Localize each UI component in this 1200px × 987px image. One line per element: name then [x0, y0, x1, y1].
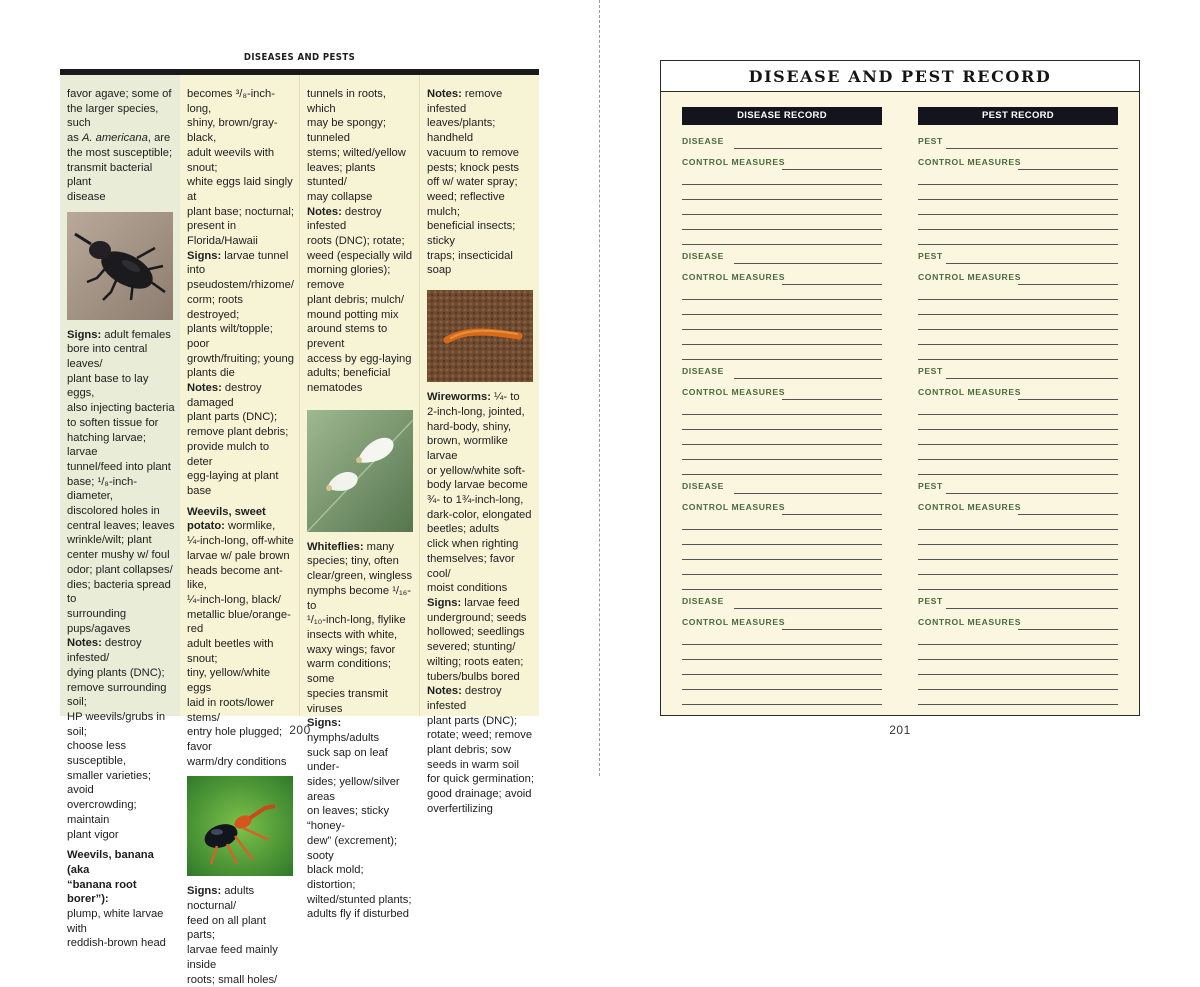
- text-block: Whiteflies: many species; tiny, often clear/green, wingless nymphs become ¹/₁₆- to ¹/₁₀-inch-long, flylike insects with white, waxy wings; favor warm conditions; some species transmit viruses Signs: nymphs/adults suck sap on leaf under- sides; yellow/silver areas on leaves; sticky “honey- dew” (excrement); sooty black mold; distortion; wilted/stunted plants; adults fly if disturbed: [307, 540, 413, 921]
- write-line[interactable]: [682, 660, 882, 675]
- write-line[interactable]: [918, 690, 1118, 705]
- pest-field-row[interactable]: [918, 136, 1118, 151]
- control-measures-row[interactable]: [918, 272, 1118, 287]
- write-line[interactable]: [918, 345, 1118, 360]
- column-2: [180, 75, 299, 986]
- disease-field-row[interactable]: [682, 136, 882, 151]
- disease-entry-block: [682, 481, 882, 590]
- control-measures-row[interactable]: [682, 617, 882, 632]
- control-measures-row[interactable]: [918, 617, 1118, 632]
- write-line[interactable]: [918, 517, 1118, 530]
- disease-label: DISEASE: [682, 251, 724, 261]
- write-line[interactable]: [682, 215, 882, 230]
- control-measures-row[interactable]: [918, 157, 1118, 172]
- write-line[interactable]: [682, 287, 882, 300]
- page-number-right: 201: [889, 723, 911, 737]
- pest-label: PEST: [918, 481, 943, 491]
- pest-field-row[interactable]: [918, 366, 1118, 381]
- control-measures-write-line[interactable]: [1018, 284, 1118, 285]
- disease-write-line[interactable]: [734, 148, 882, 149]
- write-line[interactable]: [918, 230, 1118, 245]
- disease-write-line[interactable]: [734, 493, 882, 494]
- write-line[interactable]: [918, 200, 1118, 215]
- control-measures-label: CONTROL MEASURES: [918, 157, 1022, 167]
- write-line[interactable]: [682, 575, 882, 590]
- disease-field-row[interactable]: [682, 366, 882, 381]
- disease-entry-block: [682, 136, 882, 245]
- disease-field-row[interactable]: [682, 481, 882, 496]
- disease-entry-block: [682, 251, 882, 360]
- form-title: DISEASE AND PEST RECORD: [661, 61, 1139, 91]
- pest-label: PEST: [918, 136, 943, 146]
- write-line[interactable]: [682, 545, 882, 560]
- column-1: [60, 75, 180, 950]
- control-measures-row[interactable]: [682, 272, 882, 287]
- page-number-left: 200: [289, 723, 311, 737]
- control-measures-write-line[interactable]: [1018, 399, 1118, 400]
- pest-label: PEST: [918, 251, 943, 261]
- write-line[interactable]: [918, 645, 1118, 660]
- control-measures-label: CONTROL MEASURES: [918, 617, 1022, 627]
- pest-field-row[interactable]: [918, 481, 1118, 496]
- write-line[interactable]: [918, 330, 1118, 345]
- control-measures-label: CONTROL MEASURES: [918, 272, 1022, 282]
- text-block: tunnels in roots, which may be spongy; tunneled stems; wilted/yellow leaves; plants stunted/ may collapse Notes: destroy infested roots (DNC); rotate; weed (especially wild morning glories); remove plant debris; mulch/ mound potting mix around stems to prevent access by egg-laying adults; beneficial nematodes: [307, 88, 413, 395]
- write-line[interactable]: [918, 415, 1118, 430]
- sweet-potato-weevil-photo-icon: [187, 776, 293, 876]
- pest-label: PEST: [918, 596, 943, 606]
- disease-write-line[interactable]: [734, 263, 882, 264]
- write-line[interactable]: [918, 300, 1118, 315]
- pest-entry-block: [918, 366, 1118, 475]
- pest-write-line[interactable]: [946, 608, 1118, 609]
- control-measures-label: CONTROL MEASURES: [918, 387, 1022, 397]
- control-measures-row[interactable]: [682, 157, 882, 172]
- write-line[interactable]: [682, 675, 882, 690]
- text-block: Signs: adults nocturnal/ feed on all plant parts; larvae feed mainly inside roots; small holes/: [187, 885, 278, 986]
- text-block: Weevils, banana (aka “banana root borer”): plump, white larvae with reddish-brown head: [67, 849, 166, 950]
- column-4: [419, 75, 539, 815]
- pest-record-header: PEST RECORD: [918, 107, 1118, 125]
- control-measures-write-line[interactable]: [782, 284, 882, 285]
- control-measures-label: CONTROL MEASURES: [682, 387, 786, 397]
- write-line[interactable]: [918, 545, 1118, 560]
- write-line[interactable]: [682, 402, 882, 415]
- disease-entry-block: [682, 366, 882, 475]
- write-line[interactable]: [682, 330, 882, 345]
- pest-write-line[interactable]: [946, 263, 1118, 264]
- disease-field-row[interactable]: [682, 251, 882, 266]
- control-measures-label: CONTROL MEASURES: [918, 502, 1022, 512]
- disease-label: DISEASE: [682, 136, 724, 146]
- write-line[interactable]: [682, 430, 882, 445]
- write-line[interactable]: [918, 675, 1118, 690]
- control-measures-write-line[interactable]: [1018, 169, 1118, 170]
- control-measures-row[interactable]: [682, 387, 882, 402]
- write-line[interactable]: [682, 517, 882, 530]
- pest-entry-block: [918, 481, 1118, 590]
- control-measures-row[interactable]: [918, 502, 1118, 517]
- write-line[interactable]: [682, 185, 882, 200]
- text-block: Signs: adult females bore into central leaves/ plant base to lay eggs, also injecting bacteria to soften tissue for hatching larvae; larvae tunnel/feed into plant base; ¹/₈-inch-diameter, discolored holes in central leaves; leaves wrinkle/wilt; plant center mushy w/ foul odor; plant collapses/ dies; bacteria spread to surrounding pups/agaves Notes: destroy infested/ dying plants (DNC); remove surrounding soil; HP weevils/grubs in soil; choose less susceptible, smaller varieties; avoid overcrowding; maintain plant vigor: [67, 328, 175, 841]
- disease-label: DISEASE: [682, 596, 724, 606]
- write-line[interactable]: [918, 575, 1118, 590]
- wireworm-photo-icon: [427, 290, 533, 382]
- control-measures-label: CONTROL MEASURES: [682, 502, 786, 512]
- pest-field-row[interactable]: [918, 596, 1118, 611]
- control-measures-row[interactable]: [918, 387, 1118, 402]
- control-measures-write-line[interactable]: [1018, 629, 1118, 630]
- disease-label: DISEASE: [682, 481, 724, 491]
- write-line[interactable]: [682, 172, 882, 185]
- write-line[interactable]: [918, 632, 1118, 645]
- text-block: favor agave; some of the larger species, such as A. americana, are the most susceptible; transmit bacterial plant disease: [67, 88, 173, 203]
- control-measures-write-line[interactable]: [782, 629, 882, 630]
- write-line[interactable]: [918, 402, 1118, 415]
- write-line[interactable]: [918, 287, 1118, 300]
- pest-label: PEST: [918, 366, 943, 376]
- text-block: becomes ³/₈-inch-long, shiny, brown/gray-black, adult weevils with snout; white eggs laid singly at plant base; nocturnal; present in Florida/Hawaii Signs: larvae tunnel into pseudostem/rhizome/ corm; roots destroyed; plants wilt/topple; poor growth/fruiting; young plants die Notes: destroy damaged plant parts (DNC); remove plant debris; provide mulch to deter egg-laying at plant base: [187, 88, 294, 497]
- write-line[interactable]: [682, 230, 882, 245]
- pest-write-line[interactable]: [946, 378, 1118, 379]
- control-measures-label: CONTROL MEASURES: [682, 157, 786, 167]
- text-block: Wireworms: ¼- to 2-inch-long, jointed, hard-body, shiny, brown, wormlike larvae or yellow/white soft- body larvae become ¾- to 1¾-inch-long, dark-color, elongated beetles; adults click when righting themselves; favor cool/ moist conditions Signs: larvae feed underground; seeds hollowed; seedlings severed; stunting/ wilting; roots eaten; tubers/bulbs bored Notes: destroy infested plant parts (DNC); rotate; weed; remove plant debris; sow seeds in warm soil for quick germination; good drainage; avoid overfertilizing: [427, 391, 534, 815]
- control-measures-write-line[interactable]: [1018, 514, 1118, 515]
- write-line[interactable]: [918, 460, 1118, 475]
- write-line[interactable]: [918, 445, 1118, 460]
- write-line[interactable]: [682, 300, 882, 315]
- write-line[interactable]: [918, 430, 1118, 445]
- write-line[interactable]: [682, 560, 882, 575]
- write-line[interactable]: [918, 530, 1118, 545]
- write-line[interactable]: [682, 645, 882, 660]
- write-line[interactable]: [918, 660, 1118, 675]
- write-line[interactable]: [682, 690, 882, 705]
- title-rule: [661, 91, 1139, 92]
- control-measures-write-line[interactable]: [782, 169, 882, 170]
- disease-label: DISEASE: [682, 366, 724, 376]
- disease-write-line[interactable]: [734, 608, 882, 609]
- write-line[interactable]: [682, 632, 882, 645]
- write-line[interactable]: [682, 200, 882, 215]
- disease-record-header: DISEASE RECORD: [682, 107, 882, 125]
- pest-write-line[interactable]: [946, 493, 1118, 494]
- pest-entry-block: [918, 136, 1118, 245]
- write-line[interactable]: [918, 172, 1118, 185]
- weevil-photo-icon: [67, 212, 173, 320]
- pest-write-line[interactable]: [946, 148, 1118, 149]
- write-line[interactable]: [918, 560, 1118, 575]
- control-measures-label: CONTROL MEASURES: [682, 617, 786, 627]
- write-line[interactable]: [682, 315, 882, 330]
- pest-entry-block: [918, 251, 1118, 360]
- whitefly-photo-icon: [307, 410, 413, 532]
- control-measures-row[interactable]: [682, 502, 882, 517]
- record-form: [660, 60, 1140, 716]
- text-block: Notes: remove infested leaves/plants; handheld vacuum to remove pests; knock pests off w/ water spray; weed; reflective mulch; beneficial insects; sticky traps; insecticidal soap: [427, 88, 520, 277]
- write-line[interactable]: [682, 460, 882, 475]
- control-measures-write-line[interactable]: [782, 399, 882, 400]
- pest-field-row[interactable]: [918, 251, 1118, 266]
- control-measures-write-line[interactable]: [782, 514, 882, 515]
- disease-entry-block: [682, 596, 882, 705]
- write-line[interactable]: [918, 215, 1118, 230]
- write-line[interactable]: [682, 530, 882, 545]
- pest-entry-block: [918, 596, 1118, 705]
- write-line[interactable]: [682, 445, 882, 460]
- control-measures-label: CONTROL MEASURES: [682, 272, 786, 282]
- text-block: Weevils, sweet potato: wormlike, ¼-inch-long, off-white larvae w/ pale brown heads become ant-like, ¼-inch-long, black/ metallic blue/orange-red adult beetles with snout; tiny, yellow/white eggs laid in roots/lower stems/ entry hole plugged; favor warm/dry conditions: [187, 505, 294, 768]
- write-line[interactable]: [682, 415, 882, 430]
- write-line[interactable]: [918, 185, 1118, 200]
- page-gutter-divider: [599, 0, 600, 776]
- disease-write-line[interactable]: [734, 378, 882, 379]
- write-line[interactable]: [682, 345, 882, 360]
- write-line[interactable]: [918, 315, 1118, 330]
- disease-field-row[interactable]: [682, 596, 882, 611]
- running-head: DISEASES AND PESTS: [243, 52, 356, 63]
